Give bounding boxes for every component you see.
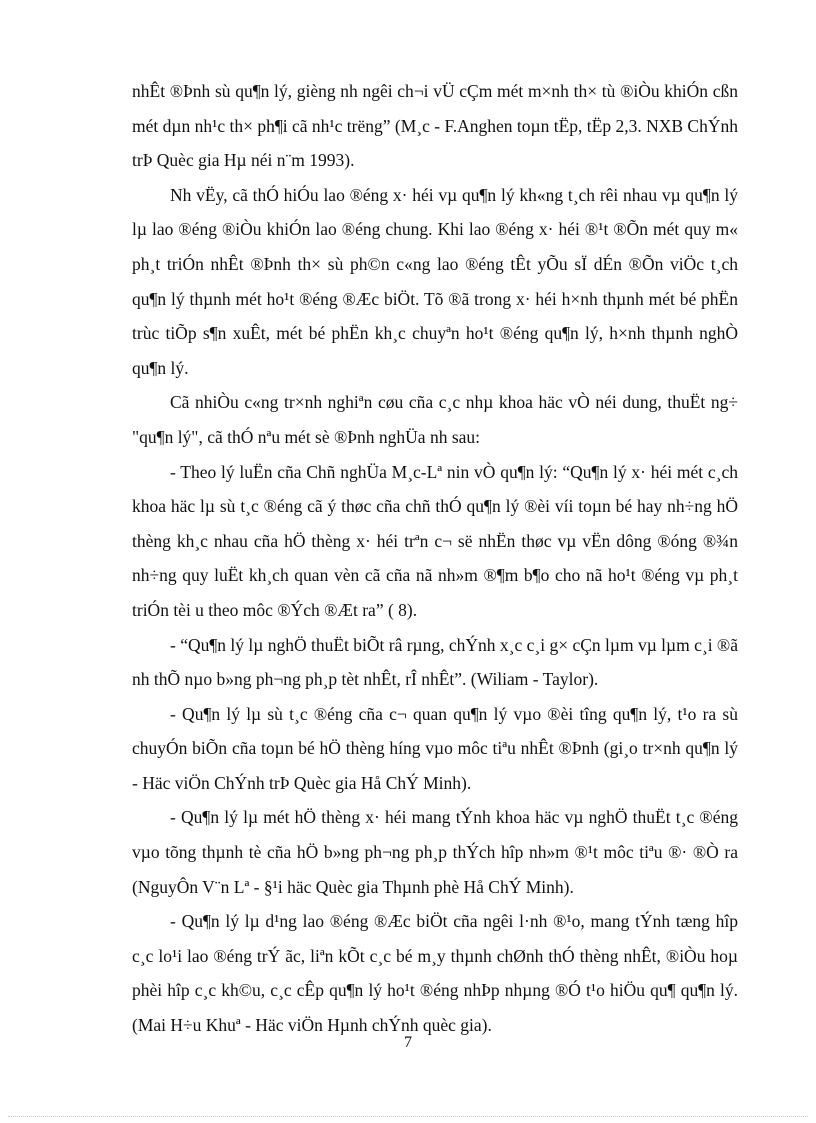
- paragraph-1: nhÊt ®Þnh sù qu¶n lý, gièng nh ngêi ch¬i vÜ cÇm mét m×nh th× tù ®iÒu khiÓn cßn mét dµn nh¹c th× ph¶i cã nh¹c trëng” (M¸c - F.Anghen toµn tËp, tËp 2,3. NXB ChÝnh trÞ Quèc gia Hµ néi n¨m 1993).: [132, 81, 738, 171]
- document-body: [132, 74, 738, 1043]
- paragraph-7: - Qu¶n lý lµ mét hÖ thèng x· héi mang tÝnh khoa häc vµ nghÖ thuËt t¸c ®éng vµo tõng thµnh tè cña hÖ b»ng ph¬ng ph¸p thÝch hîp nh»m ®¹t môc tiªu ®· ®Ò ra (NguyÔn V¨n Lª - §¹i häc Quèc gia Thµnh phè Hå ChÝ Minh).: [132, 807, 738, 897]
- page-number: 7: [404, 1034, 412, 1051]
- paragraph-8: - Qu¶n lý lµ d¹ng lao ®éng ®Æc biÖt cña ngêi l·nh ®¹o, mang tÝnh tæng hîp c¸c lo¹i lao ®éng trÝ ãc, liªn kÕt c¸c bé m¸y thµnh chØnh thÓ thèng nhÊt, ®iÒu hoµ phèi hîp c¸c kh©u, c¸c cÊp qu¶n lý ho¹t ®éng nhÞp nhµng ®Ó t¹o hiÖu qu¶ qu¶n lý. (Mai H÷u Khuª - Häc viÖn Hµnh chÝnh quèc gia).: [132, 911, 738, 1036]
- paragraph-3: Cã nhiÒu c«ng tr×nh nghiªn cøu cña c¸c nhµ khoa häc vÒ néi dung, thuËt ng÷ "qu¶n lý", cã thÓ nªu mét sè ®Þnh nghÜa nh sau:: [132, 392, 738, 447]
- paragraph-6: - Qu¶n lý lµ sù t¸c ®éng cña c¬ quan qu¶n lý vµo ®èi tîng qu¶n lý, t¹o ra sù chuyÓn biÕn cña toµn bé hÖ thèng híng vµo môc tiªu nhÊt ®Þnh (gi¸o tr×nh qu¶n lý - Häc viÖn ChÝnh trÞ Quèc gia Hå ChÝ Minh).: [132, 703, 738, 793]
- paragraph-2: Nh vËy, cã thÓ hiÓu lao ®éng x· héi vµ qu¶n lý kh«ng t¸ch rêi nhau vµ qu¶n lý lµ lao ®éng ®iÒu khiÓn lao ®éng chung. Khi lao ®éng x· héi ®¹t ®Õn mét quy m« ph¸t triÓn nhÊt ®Þnh th× sù ph©n c«ng lao ®éng tÊt yÕu sÏ dÉn ®Õn viÖc t¸ch qu¶n lý thµnh mét ho¹t ®éng ®Æc biÖt. Tõ ®ã trong x· héi h×nh thµnh mét bé phËn trùc tiÕp s¶n xuÊt, mét bé phËn kh¸c chuyªn ho¹t ®éng qu¶n lý, h×nh thµnh nghÒ qu¶n lý.: [132, 184, 738, 378]
- paragraph-5: - “Qu¶n lý lµ nghÖ thuËt biÕt râ rµng, chÝnh x¸c c¸i g× cÇn lµm vµ lµm c¸i ®ã nh thÕ nµo b»ng ph¬ng ph¸p tèt nhÊt, rÎ nhÊt”. (Wiliam - Taylor).: [132, 634, 738, 690]
- paragraph-4: - Theo lý luËn cña Chñ nghÜa M¸c-Lª nin vÒ qu¶n lý: “Qu¶n lý x· héi mét c¸ch khoa häc lµ sù t¸c ®éng cã ý thøc cña chñ thÓ qu¶n lý ®èi víi toµn bé hay nh÷ng hÖ thèng kh¸c nhau cña hÖ thèng x· héi trªn c¬ së nhËn thøc vµ vËn dông ®óng ®¾n nh÷ng quy luËt kh¸ch quan vèn cã cña nã nh»m ®¶m b¶o cho nã ho¹t ®éng vµ ph¸t triÓn tèi u theo môc ®Ých ®Æt ra” ( 8).: [132, 461, 738, 620]
- page-edge-divider: [8, 1116, 808, 1117]
